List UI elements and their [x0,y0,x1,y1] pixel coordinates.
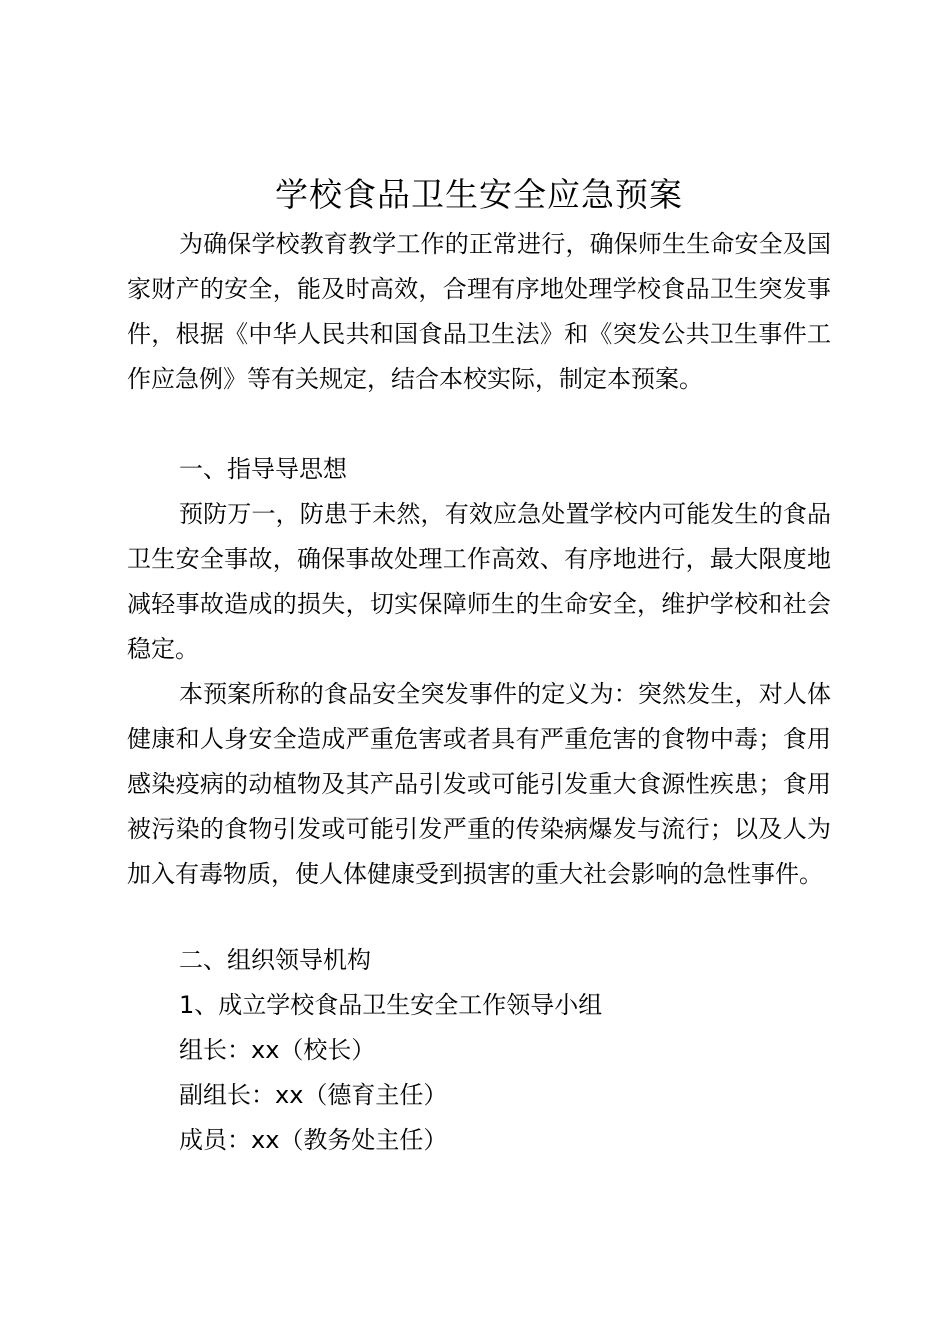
section-2-heading: 二、组织领导机构 [179,946,371,974]
intro-paragraph: 为确保学校教育教学工作的正常进行，确保师生生命安全及国家财产的安全，能及时高效，合理有序地处理学校食品卫生突发事件，根据《中华人民共和国食品卫生法》和《突发公共卫生事件工作应急例》等有关规定，结合本校实际，制定本预案。 [127,230,831,393]
group-leader-line: 组长：xx（校长） [179,1036,376,1064]
deputy-leader-line: 副组长：xx（德育主任） [179,1081,448,1109]
section-1-paragraph-1: 预防万一，防患于未然，有效应急处置学校内可能发生的食品卫生安全事故，确保事故处理工作高效、有序地进行，最大限度地减轻事故造成的损失，切实保障师生的生命安全，维护学校和社会稳定。 [127,500,831,663]
section-2-item-1: 1、成立学校食品卫生安全工作领导小组 [179,991,603,1019]
member-line: 成员：xx（教务处主任） [179,1126,448,1154]
section-1-paragraph-2: 本预案所称的食品安全突发事件的定义为：突然发生，对人体健康和人身安全造成严重危害或者具有严重危害的食物中毒；食用感染疫病的动植物及其产品引发或可能引发重大食源性疾患；食用被污染的食物引发或可能引发严重的传染病爆发与流行；以及人为加入有毒物质，使人体健康受到损害的重大社会影响的急性事件。 [127,680,831,888]
document-title: 学校食品卫生安全应急预案 [275,175,683,214]
section-1-heading: 一、指导导思想 [179,455,347,483]
